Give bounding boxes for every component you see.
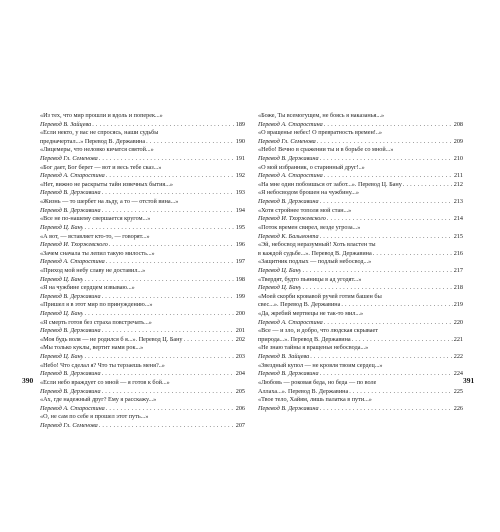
contents-line — [40, 164, 245, 173]
contents-page-number: 197 — [235, 258, 245, 266]
contents-line-text: Перевод В. Державина — [40, 387, 101, 395]
contents-page-number: 194 — [235, 206, 245, 214]
contents-line-text: «Все не по-нашему свершается кругом...» — [40, 215, 151, 223]
contents-line-text: Перевод В. Державина — [258, 370, 319, 378]
contents-line — [40, 215, 245, 224]
contents-line — [40, 336, 245, 345]
contents-line-text: «Моя будь воля — не родился б я...». Перевод Ц. Бану — [40, 335, 183, 343]
contents-line-text: Перевод Ц. Бану — [258, 266, 302, 274]
dot-leader — [327, 215, 453, 224]
contents-line — [258, 327, 463, 336]
dot-leader — [106, 405, 235, 414]
contents-page-number: 216 — [453, 249, 463, 257]
contents-line — [258, 250, 463, 259]
contents-line-text: предначертал...» Перевод В. Державина — [40, 137, 146, 145]
contents-line-text: «Небо! Что сделал я? Что ты терзаешь меня?..» — [40, 361, 165, 369]
dot-leader — [317, 138, 453, 147]
contents-line — [258, 267, 463, 276]
dot-leader — [102, 189, 235, 198]
contents-line-text: «Мы только куклы, вертит нами рок...» — [40, 344, 144, 352]
contents-line-text: «Поток времен свирел, везде угроза...» — [258, 223, 361, 231]
contents-line — [258, 336, 463, 345]
contents-line — [258, 129, 463, 138]
contents-line — [40, 189, 245, 198]
contents-line — [258, 189, 463, 198]
contents-page-number: 190 — [235, 137, 245, 145]
contents-line-text: «Жизнь — то шербет на льду, а то — отстой вина...» — [40, 198, 179, 206]
contents-line-text: в каждой судьбе...». Перевод В. Державина — [258, 249, 372, 257]
contents-line-text: Перевод В. Державина — [40, 189, 101, 197]
contents-line-text: Перевод И. Тхоржевского — [258, 215, 326, 223]
contents-line — [40, 146, 245, 155]
contents-line — [40, 344, 245, 353]
contents-line-text: «О вращенье небес! О превратность времен!..» — [258, 129, 383, 137]
contents-line-text: «Я смерть готов без страха повстречать...» — [40, 318, 152, 326]
contents-line — [40, 129, 245, 138]
contents-line — [40, 181, 245, 190]
left-page-number: 390 — [22, 376, 34, 385]
contents-line — [258, 181, 463, 190]
contents-line-text: «Твое тело, Хайям, лишь палатка в пути...» — [258, 396, 372, 404]
dot-leader — [84, 310, 234, 319]
dot-leader — [349, 388, 453, 397]
contents-line — [258, 370, 463, 379]
contents-line — [40, 172, 245, 181]
contents-line-text: Перевод В. Зайцева — [258, 353, 310, 361]
contents-page-number: 208 — [453, 120, 463, 128]
contents-line — [258, 319, 463, 328]
dot-leader — [320, 405, 453, 414]
dot-leader — [102, 388, 235, 397]
dot-leader — [99, 155, 235, 164]
contents-line — [40, 362, 245, 371]
contents-line-text: «Боже, Ты всемогущем, не боясь я наказанья...» — [258, 112, 385, 119]
contents-line — [40, 353, 245, 362]
dot-leader — [320, 198, 453, 207]
contents-line — [258, 121, 463, 130]
contents-line — [258, 276, 463, 285]
contents-line-text: «Твердят, будто пьяницы в ад угодят...» — [258, 275, 362, 283]
dot-leader — [310, 353, 453, 362]
dot-leader — [184, 336, 235, 345]
contents-line-text: свес...». Перевод В. Державина — [258, 301, 341, 309]
contents-page-number: 217 — [453, 266, 463, 274]
contents-line-text: Перевод Ц. Бану — [40, 223, 84, 231]
dot-leader — [324, 319, 453, 328]
contents-line-text: «Нет, вижно не раскрыты тайн извечных бытия...» — [40, 180, 174, 188]
dot-leader — [341, 301, 452, 310]
contents-line-text: Перевод К. Бальмонта — [258, 232, 319, 240]
contents-line — [258, 258, 463, 267]
contents-line — [40, 405, 245, 414]
contents-line — [258, 112, 463, 121]
contents-page-number: 224 — [453, 370, 463, 378]
contents-line — [40, 267, 245, 276]
dot-leader — [146, 138, 235, 147]
contents-line — [40, 422, 245, 431]
contents-page-number: 191 — [235, 155, 245, 163]
contents-line — [40, 276, 245, 285]
contents-page-number: 205 — [235, 387, 245, 395]
contents-page-number: 199 — [235, 292, 245, 300]
contents-line — [40, 207, 245, 216]
contents-line-text: «Лицемеры, что неловко кичатся святой...» — [40, 146, 154, 154]
contents-line — [258, 172, 463, 181]
contents-line-text: «Я небосводом брошен на чужбину...» — [258, 189, 359, 197]
contents-line — [40, 301, 245, 310]
dot-leader — [84, 224, 234, 233]
contents-page-number: 219 — [453, 301, 463, 309]
left-page-contents — [40, 112, 245, 431]
dot-leader — [102, 370, 235, 379]
contents-line-text: «Звездный купол — не кровля твоим сердец...» — [258, 361, 383, 369]
contents-page-number: 215 — [453, 232, 463, 240]
contents-line — [40, 310, 245, 319]
contents-page-number: 200 — [235, 310, 245, 318]
right-page-contents — [258, 112, 463, 413]
contents-line — [258, 284, 463, 293]
contents-line-text: Перевод Ц. Бану — [40, 275, 84, 283]
contents-page-number: 196 — [235, 241, 245, 249]
contents-line — [40, 258, 245, 267]
contents-page-number: 198 — [235, 275, 245, 283]
contents-line — [40, 327, 245, 336]
contents-line-text: «Бог дает, Бог берет — вот и весь тебе сказ...» — [40, 163, 162, 171]
dot-leader — [302, 284, 452, 293]
contents-line-text: «Небо! Вечно в сражении ты и в борьбе со мной...» — [258, 146, 394, 154]
contents-page-number: 221 — [453, 335, 463, 343]
contents-line — [258, 164, 463, 173]
contents-line — [40, 198, 245, 207]
contents-page-number: 195 — [235, 223, 245, 231]
contents-line-text: «Все — и зло, и добро, что людская скрывает — [258, 327, 378, 335]
contents-line — [258, 362, 463, 371]
contents-line-text: «Зачем сначала ты лепил такую милость...» — [40, 249, 155, 257]
dot-leader — [352, 336, 453, 345]
contents-line — [40, 293, 245, 302]
dot-leader — [99, 422, 235, 431]
dot-leader — [84, 276, 234, 285]
contents-line — [258, 241, 463, 250]
dot-leader — [324, 172, 453, 181]
contents-line-text: Перевод В. Державина — [40, 206, 101, 214]
contents-line — [40, 319, 245, 328]
contents-line — [40, 241, 245, 250]
dot-leader — [102, 293, 235, 302]
dot-leader — [320, 155, 453, 164]
contents-line — [258, 396, 463, 405]
contents-page-number: 203 — [235, 353, 245, 361]
contents-line — [40, 370, 245, 379]
contents-line-text: Перевод В. Зайцева — [40, 120, 92, 128]
contents-page-number: 201 — [235, 327, 245, 335]
contents-page-number: 213 — [453, 198, 463, 206]
contents-line — [258, 388, 463, 397]
contents-page-number: 220 — [453, 318, 463, 326]
contents-line — [40, 379, 245, 388]
contents-page-number: 218 — [453, 284, 463, 292]
contents-line-text: Перевод Ц. Бану — [258, 284, 302, 292]
contents-line-text: Перевод А. Старостина — [258, 172, 323, 180]
contents-line — [258, 293, 463, 302]
contents-page-number: 222 — [453, 353, 463, 361]
contents-line — [40, 250, 245, 259]
contents-line — [258, 353, 463, 362]
contents-line — [258, 310, 463, 319]
contents-line — [258, 344, 463, 353]
contents-line-text: Перевод Гл. Семенова — [40, 421, 98, 429]
dot-leader — [320, 370, 453, 379]
dot-leader — [102, 327, 235, 336]
contents-line — [258, 146, 463, 155]
contents-line-text: Перевод В. Державина — [258, 198, 319, 206]
contents-line-text: Перевод Гл. Семенова — [40, 155, 98, 163]
contents-line-text: Перевод А. Старостина — [40, 404, 105, 412]
contents-line-text: «Если небо враждует со мной — я готов к бой...» — [40, 378, 170, 386]
contents-line-text: Перевод В. Державина — [40, 327, 101, 335]
contents-line — [40, 138, 245, 147]
contents-line-text: Перевод А. Старостина — [40, 258, 105, 266]
contents-line-text: «Пришел я в этот мир по принуждению...» — [40, 301, 153, 309]
contents-page-number: 209 — [453, 137, 463, 145]
dot-leader — [102, 207, 235, 216]
dot-leader — [320, 233, 453, 242]
contents-page-number: 226 — [453, 404, 463, 412]
contents-line — [258, 155, 463, 164]
contents-line-text: «Не знаю тайны я вращенья небосвода...» — [258, 344, 369, 352]
dot-leader — [92, 121, 235, 130]
right-page-number: 391 — [463, 376, 475, 385]
dot-leader — [84, 353, 234, 362]
contents-line — [40, 413, 245, 422]
contents-page-number: 225 — [453, 387, 463, 395]
contents-line — [258, 233, 463, 242]
contents-line-text: «Защитник подлых — подлый небосвод...» — [258, 258, 372, 266]
contents-line-text: «О мой избранник, о старинный друг!..» — [258, 163, 365, 171]
contents-line-text: природа...». Перевод В. Державина — [258, 335, 351, 343]
contents-line-text: Перевод А. Старостина — [40, 172, 105, 180]
contents-line — [40, 396, 245, 405]
contents-line-text: Перевод А. Старостина — [258, 318, 323, 326]
contents-line-text: «Эй, небосвод неразумный! Хоть властен ты — [258, 241, 376, 249]
contents-page-number: 206 — [235, 404, 245, 412]
dot-leader — [106, 258, 235, 267]
contents-line — [40, 388, 245, 397]
contents-line-text: «Если некто, у вас не спросясь, наши судьбы — [40, 129, 159, 137]
contents-line — [258, 207, 463, 216]
contents-page-number: 211 — [453, 172, 463, 180]
contents-line — [258, 301, 463, 310]
contents-line-text: Перевод В. Державина — [258, 404, 319, 412]
contents-line-text: «Да, жребий мертвецы не так-то мил...» — [258, 310, 364, 318]
dot-leader — [373, 250, 453, 259]
contents-line — [40, 121, 245, 130]
contents-page-number: 212 — [453, 180, 463, 188]
contents-line-text: Перевод В. Державина — [258, 155, 319, 163]
contents-line-text: «Приход мой небу славу не доставил...» — [40, 266, 146, 274]
contents-line — [258, 224, 463, 233]
contents-page-number: 207 — [235, 421, 245, 429]
dot-leader — [324, 121, 453, 130]
contents-line-text: Аллаха...». Перевод В. Державина — [258, 387, 349, 395]
contents-page-number: 192 — [235, 172, 245, 180]
contents-line-text: Перевод А. Старостина — [258, 120, 323, 128]
contents-line-text: Перевод В. Державина — [40, 370, 101, 378]
contents-page-number: 202 — [235, 335, 245, 343]
contents-line-text: «Любовь — роковая беда, но беда — по воле — [258, 378, 377, 386]
contents-line-text: «А вот, — вставляет кто-то, — говорят...» — [40, 232, 150, 240]
contents-line-text: Перевод Гл. Семенова — [258, 137, 316, 145]
dot-leader — [109, 241, 235, 250]
contents-page-number: 189 — [235, 120, 245, 128]
contents-line-text: Перевод Ц. Бану — [40, 310, 84, 318]
contents-page-number: 214 — [453, 215, 463, 223]
contents-line — [40, 233, 245, 242]
contents-line — [40, 224, 245, 233]
dot-leader — [106, 172, 235, 181]
contents-page-number: 193 — [235, 189, 245, 197]
contents-line — [258, 405, 463, 414]
contents-line — [40, 112, 245, 121]
contents-line — [258, 138, 463, 147]
contents-line — [258, 215, 463, 224]
contents-line — [40, 155, 245, 164]
dot-leader — [403, 181, 453, 190]
contents-line-text: «Из тех, что мир прошли и вдоль и поперек...» — [40, 112, 163, 119]
contents-line-text: Перевод В. Державина — [40, 292, 101, 300]
contents-line-text: «Моей скорби кровавой ручей готим башен бы — [258, 292, 382, 300]
contents-line-text: «Я на чужбине сердцем извываю...» — [40, 284, 135, 292]
contents-line-text: Перевод И. Тхоржевского — [40, 241, 108, 249]
contents-line-text: «На мне один побоишься от забот...». Перевод Ц. Бану — [258, 180, 402, 188]
contents-page-number: 204 — [235, 370, 245, 378]
contents-line-text: «Ах, где надежный друг? Ему я расскажу...» — [40, 396, 157, 404]
contents-line — [40, 284, 245, 293]
contents-line-text: Перевод Ц. Бану — [40, 353, 84, 361]
contents-line-text: «О, не сам по себе я прошел этот путь...» — [40, 413, 149, 421]
contents-page-number: 210 — [453, 155, 463, 163]
dot-leader — [302, 267, 452, 276]
contents-line-text: «Хотя стройнее тополя мой стан...» — [258, 206, 352, 214]
contents-line — [258, 198, 463, 207]
contents-line — [258, 379, 463, 388]
